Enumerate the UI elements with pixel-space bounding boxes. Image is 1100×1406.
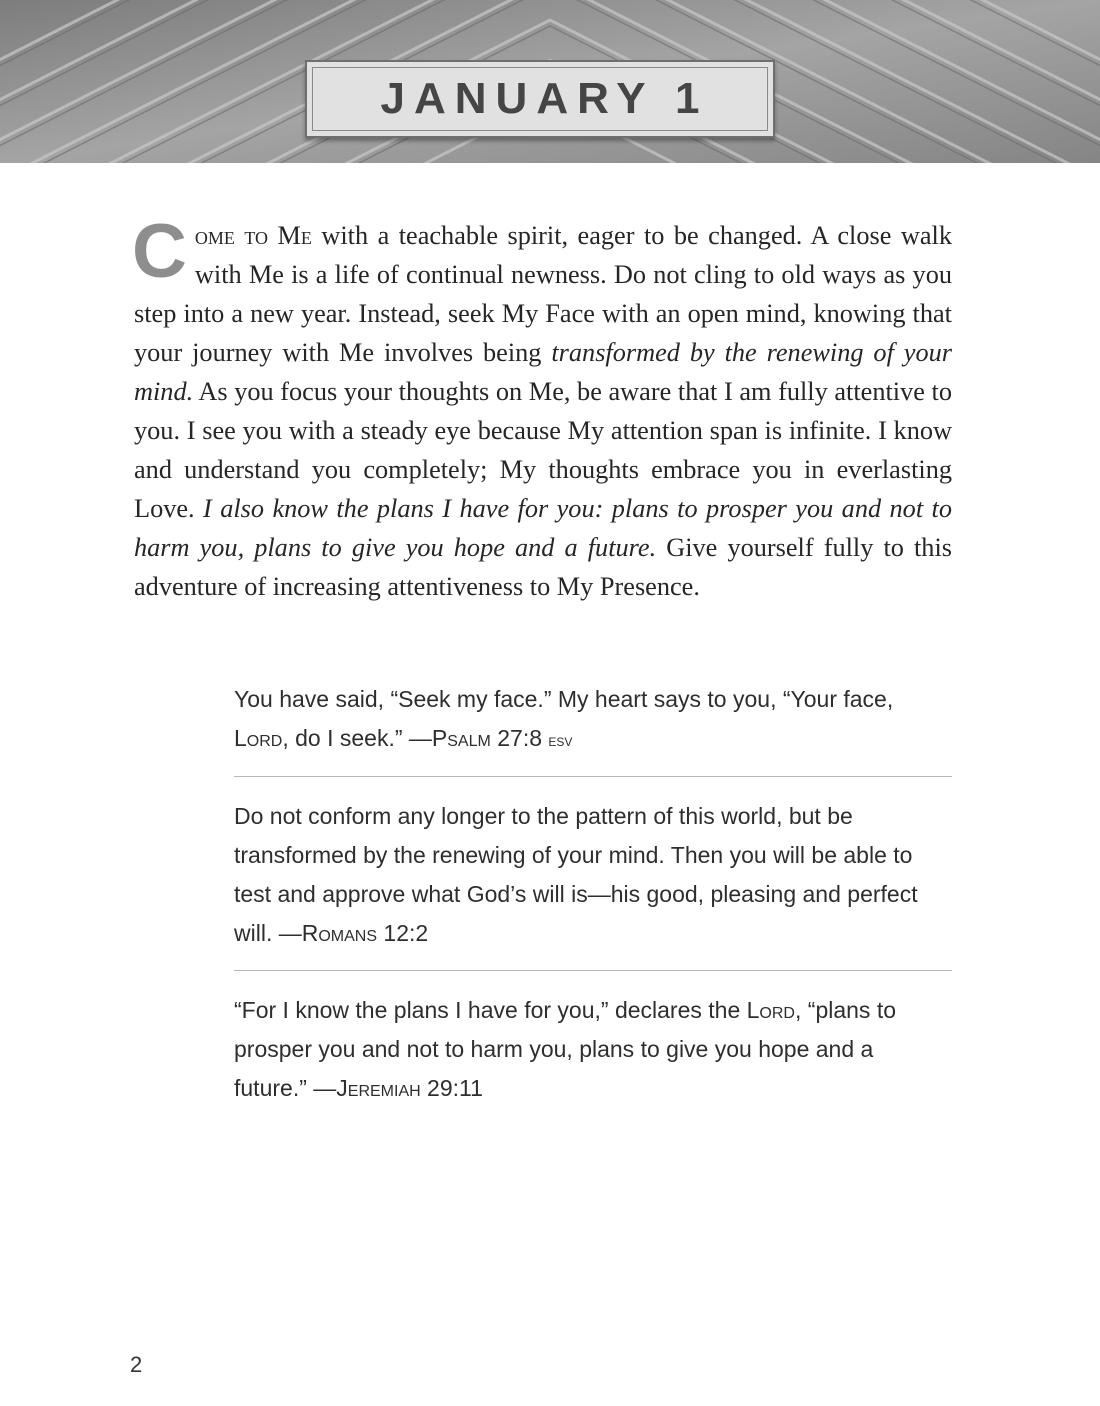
date-title: JANUARY 1 [380, 74, 709, 123]
scripture-verse [234, 971, 952, 1108]
verse-reference-book: Jeremiah [336, 1075, 421, 1101]
devotion-text-2: As you focus your thoughts on Me, be aware that I am fully attentive to you. I see you with a steady eye because My attention span is infinite. I know and understand you completely; My thoughts embrace you in everlasting Love. [134, 377, 952, 523]
verse-text: “For I know the plans I have for you,” declares the [234, 997, 747, 1023]
verse-text: You have said, “Seek my face.” My heart says to you, “Your face, [234, 686, 894, 712]
verse-version: esv [548, 731, 573, 750]
verse-text: , “plans to prosper you and not to harm you, plans to give you hope and a future.” — [234, 997, 896, 1101]
verse-text: Do not conform any longer to the pattern of this world, but be transformed by the renewing of your mind. Then you will be able to test and approve what God’s will is—his good, pleasing and perfect will. — [234, 803, 918, 946]
drop-cap-letter: C [132, 209, 187, 294]
scripture-references [234, 680, 952, 1108]
scripture-verse [234, 777, 952, 970]
devotion-text-3: Give yourself fully to this adventure of increasing attentiveness to My Presence. [134, 533, 952, 601]
date-title-frame [312, 67, 768, 131]
date-title-box [305, 60, 775, 138]
devotion-italic-2: I also know the plans I have for you: plans to prosper you and not to harm you, plans to give you hope and a future. [134, 494, 952, 562]
verse-reference-number: 12:2 [377, 920, 429, 946]
devotion-body [132, 209, 952, 606]
verse-reference-number: 29:11 [420, 1075, 483, 1101]
devotion-italic-1: transformed by the renewing of your mind. [134, 338, 952, 406]
verse-reference-book: Romans [301, 920, 378, 946]
page-number: 2 [130, 1352, 143, 1377]
verse-lord: Lord [234, 725, 283, 751]
verse-lord: Lord [746, 997, 795, 1023]
scripture-verse [234, 680, 952, 776]
devotion-text-1: with a teachable spirit, eager to be changed. A close walk with Me is a life of continual newness. Do not cling to old ways as you step into a new year. Instead, seek My Face with an open mind, knowing that your journey with Me involves being [134, 221, 952, 367]
verse-reference-book: Psalm [431, 725, 491, 751]
page-header-banner [0, 0, 1100, 163]
devotion-lead-text: ome to Me [194, 221, 312, 250]
verse-text: , do I seek.” — [282, 725, 432, 751]
devotion-paragraph [132, 209, 952, 606]
verse-reference-number: 27:8 [490, 725, 549, 751]
